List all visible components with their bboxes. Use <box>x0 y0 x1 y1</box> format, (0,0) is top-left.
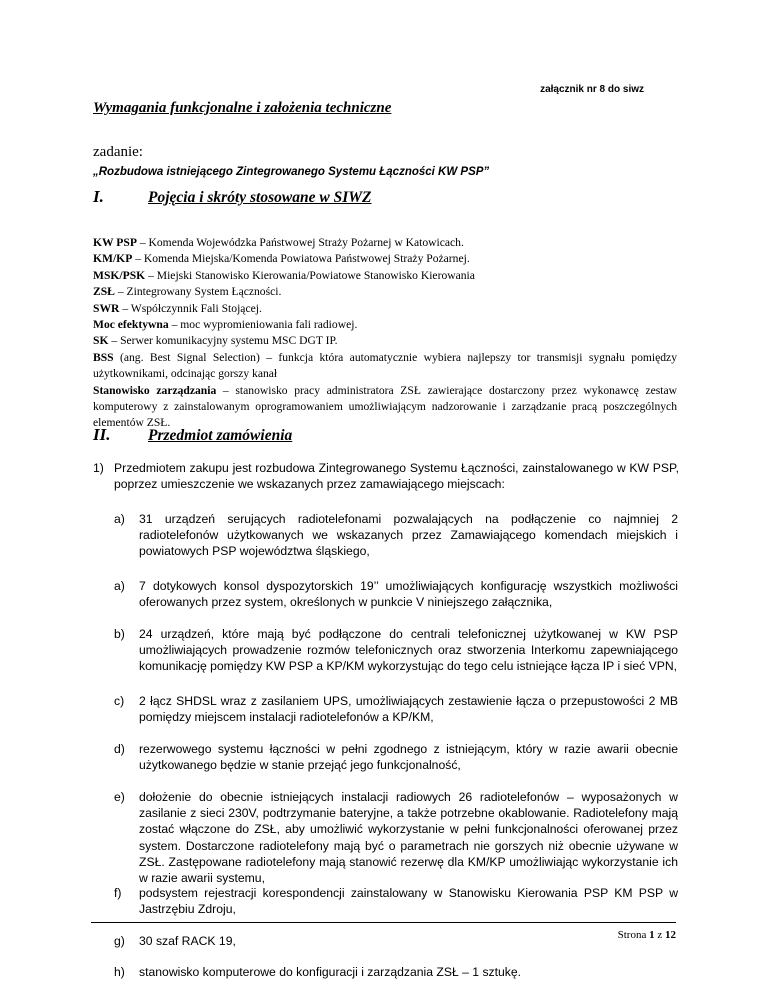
sub-list-text: stanowisko komputerowe do konfiguracji i zarządzania ZSŁ – 1 sztukę. <box>139 965 522 979</box>
definition-term: Moc efektywna <box>93 318 169 332</box>
definition-text: – Komenda Miejska/Komenda Powiatowa Państwowej Straży Pożarnej. <box>132 252 470 266</box>
definition-item <box>93 350 677 383</box>
sub-list-text: rezerwowego systemu łączności w pełni zgodnego z istniejącym, który w razie awarii obecnie użytkowanego będzie w stanie przejąć jego funkcjonalność, <box>139 742 678 773</box>
definition-term: SK <box>93 334 109 348</box>
definition-text: – Komenda Wojewódzka Państwowej Straży Pożarnej w Katowicach. <box>136 236 464 249</box>
sub-list-item <box>114 626 678 675</box>
sub-list-letter: h) <box>114 965 125 979</box>
definition-item <box>93 251 677 267</box>
sub-list-item <box>114 693 678 725</box>
sub-list-text: podsystem rejestracji korespondencji zainstalowany w Stanowisku Kierowania PSP KM PSP w Jastrzębiu Zdroju, <box>139 886 678 917</box>
definition-term: SWR <box>93 301 120 315</box>
definition-item <box>93 284 677 300</box>
page-total: 12 <box>665 929 676 941</box>
section-number: I. <box>93 187 104 206</box>
definition-term: BSS <box>93 350 114 364</box>
definition-item <box>93 268 677 284</box>
definition-term: MSK/PSK <box>93 268 146 282</box>
sub-list-letter: a) <box>114 512 125 526</box>
definitions-list <box>93 235 677 432</box>
sub-list-text: dołożenie do obecnie istniejących instalacji radiowych 26 radiotelefonów – wyposażonych w zasilanie z sieci 230V, podtrzymanie bateryjne, a także potrzebne okablowanie. Radiotelefony mają zostać włączone do ZSŁ, aby umożliwić wykorzystanie w pełni funkcjonalności oferowanej przez system. Dostarczone radiotelefony mają być o parametrach nie gorszych niż obecnie używane w ZSŁ. Zastępowane radiotelefony mają stanowić rezerwę dla KM/KP umożliwiając wykorzystanie ich w razie awarii systemu, <box>139 790 678 886</box>
definition-text: – moc wypromieniowania fali radiowej. <box>168 318 358 332</box>
sub-list-item <box>114 885 678 917</box>
definition-text: – Zintegrowany System Łączności. <box>114 285 282 299</box>
task-title: „Rozbudowa istniejącego Zintegrowanego Systemu Łączności KW PSP” <box>93 166 490 178</box>
definition-item <box>93 235 677 251</box>
sub-list-letter: a) <box>114 579 125 593</box>
task-label: zadanie: <box>93 144 143 160</box>
sub-list-text: 30 szaf RACK 19, <box>139 934 236 948</box>
sub-list-letter: d) <box>114 742 125 756</box>
sub-list-text: 24 urządzeń, które mają być podłączone do centrali telefonicznej użytkowanej w KW PSP umożliwiających prowadzenie rozmów telefonicznych oraz stworzenia Interkomu zapewniającego komunikację pomiędzy KW PSP a KP/KM wykorzystując do tego celu istniejące łącza IP i sieć VPN, <box>139 627 678 674</box>
page-footer <box>618 929 676 941</box>
definition-text: – Współczynnik Fali Stojącej. <box>119 301 262 315</box>
sub-list-item <box>114 578 678 610</box>
footer-separator: z <box>654 929 665 941</box>
definition-term: Stanowisko zarządzania <box>93 383 217 397</box>
sub-list-item <box>114 933 678 949</box>
definition-item <box>93 301 677 317</box>
sub-list-item <box>114 789 678 886</box>
definition-text: – Serwer komunikacyjny systemu MSC DGT IP. <box>108 334 338 348</box>
definition-term: KW PSP <box>93 236 137 249</box>
list-item-text: Przedmiotem zakupu jest rozbudowa Zintegrowanego Systemu Łączności, zainstalowanego w KW PSP, poprzez umieszczenie we wskazanych przez zamawiającego miejscach: <box>114 461 679 492</box>
definition-text: – Miejski Stanowisko Kierowania/Powiatowe Stanowisko Kierowania <box>145 268 475 282</box>
annex-label: załącznik nr 8 do siwz <box>540 84 644 95</box>
section-heading-1 <box>93 187 371 207</box>
footer-prefix: Strona <box>617 929 650 941</box>
definition-term: ZSŁ <box>93 285 115 299</box>
sub-list-text: 7 dotykowych konsol dyspozytorskich 19’’ umożliwiających konfigurację wszystkich możliwości oferowanych przez system, określonych w punkcie V niniejszego załącznika, <box>139 579 678 610</box>
sub-list-letter: c) <box>114 694 125 708</box>
sub-list-item <box>114 741 678 773</box>
section-title: Pojęcia i skróty stosowane w SIWZ <box>148 189 372 206</box>
definition-item <box>93 317 677 333</box>
definition-term: KM/KP <box>93 252 133 266</box>
page-number: 1 <box>649 929 655 941</box>
definition-text: – stanowisko pracy administratora ZSŁ zawierające dostarczony przez wykonawcę zestaw komputerowy z zainstalowanym oprogramowaniem umożliwiającym nadzorowanie i zarządzanie pracą poszczególnych elementów ZSŁ. <box>93 383 677 430</box>
sub-list-item <box>114 511 678 560</box>
document-title: Wymagania funkcjonalne i założenia techniczne <box>93 100 392 116</box>
sub-list-letter: f) <box>114 886 122 900</box>
sub-list-text: 31 urządzeń serujących radiotelefonami pozwalających na podłączenie co najmniej 2 radiotelefonów użytkowanych we wskazanych przez Zamawiającego komendach miejskich i powiatowych PSP województwa śląskiego, <box>139 512 678 559</box>
definition-text: (ang. Best Signal Selection) – funkcja która automatycznie wybiera najlepszy tor transmisji sygnału pomiędzy użytkownikami, odcinając gorszy kanał <box>93 350 677 381</box>
list-item-1 <box>93 460 679 492</box>
sub-list-letter: g) <box>114 934 125 948</box>
sub-list-letter: e) <box>114 790 125 804</box>
section-number: II. <box>93 425 111 444</box>
section-heading-2 <box>93 425 292 445</box>
sub-list-text: 2 łącz SHDSL wraz z zasilaniem UPS, umożliwiających zestawienie łącza o przepustowości 2 MB pomiędzy miejscem instalacji radiotelefonów a KP/KM, <box>139 694 678 725</box>
list-number: 1) <box>93 461 104 475</box>
sub-list-item <box>114 964 678 980</box>
footer-divider <box>91 922 676 923</box>
definition-item <box>93 333 677 349</box>
sub-list-letter: b) <box>114 627 125 641</box>
section-title: Przedmiot zamówienia <box>148 427 293 444</box>
